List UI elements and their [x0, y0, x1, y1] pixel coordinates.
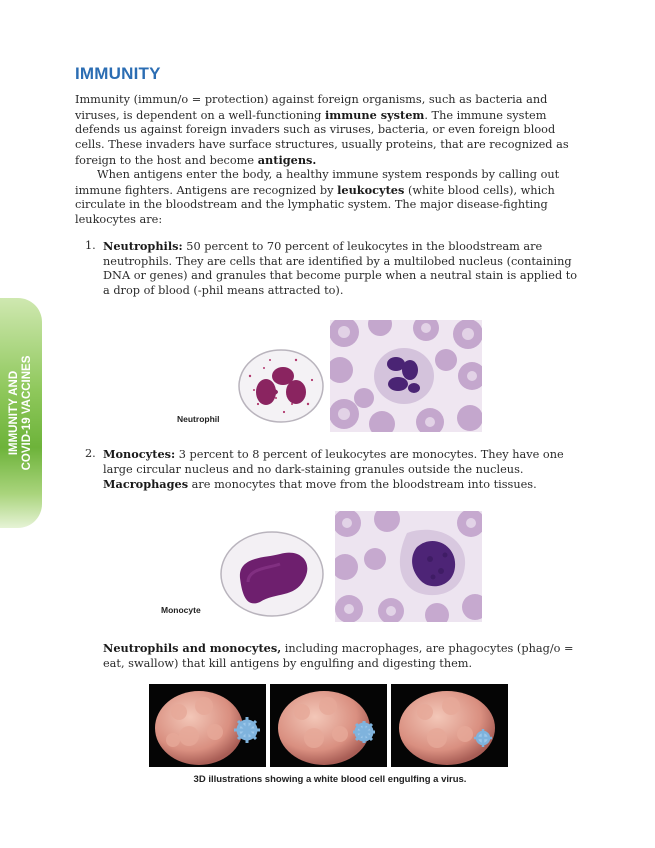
text-run: 3 percent to 8 percent of leukocytes are monocytes. They have one large circular nucleus and no dark-staining granules outside the nucleus.: [103, 448, 564, 476]
list-number: 1.: [85, 239, 96, 252]
monocyte-label: Monocyte: [161, 605, 201, 615]
bold-term: antigens.: [257, 152, 317, 167]
engulfing-panel-2: [270, 684, 387, 767]
list-number: 2.: [85, 447, 96, 460]
bold-term: Macrophages: [103, 477, 189, 492]
bold-term: leukocytes: [337, 182, 405, 197]
intro-paragraph-1: [75, 93, 587, 169]
chapter-side-tab-label: [8, 356, 34, 471]
side-tab-line-1: IMMUNITY AND: [8, 370, 20, 456]
list-item-neutrophils: [85, 239, 585, 299]
bold-term: Monocytes:: [103, 447, 176, 461]
engulfing-panel-3: [391, 684, 508, 767]
side-tab-line-2: COVID-19 VACCINES: [21, 355, 33, 471]
figure-caption: 3D illustrations showing a white blood cell engulfing a virus.: [193, 774, 467, 785]
bold-term: Neutrophils and monocytes,: [103, 641, 282, 655]
text-run: 50 percent to 70 percent of leukocytes in the bloodstream are neutrophils. They are cells that are identified by a multilobed nucleus (containing DNA or genes) and granules that become purple when a neutral stain is applied to a drop of blood (-phil means attracted to).: [103, 240, 578, 298]
engulfing-panel-1: [149, 684, 266, 767]
text-run: Immunity (immun/o = protection) against foreign organisms, such as bacteria and viruses, is dependent on a well-functioning: [75, 93, 548, 122]
list-item-text: [85, 447, 585, 493]
neutrophil-label: Neutrophil: [177, 414, 220, 424]
list-item-monocytes: [85, 447, 585, 493]
bold-term: immune system: [324, 107, 425, 122]
intro-paragraph-2: [75, 168, 587, 228]
text-run: . The immune system defends us against foreign invaders such as viruses, bacteria, or even foreign blood cells. These invaders have surface structures, usually proteins, that are recognized as foreign to the host and become: [75, 108, 569, 167]
neutrophil-illustration: [236, 346, 326, 426]
text-run: (white blood cells), which circulate in the bloodstream and the lymphatic system. The major disease-fighting leukocytes are:: [75, 183, 555, 227]
text-run: When antigens enter the body, a healthy immune system responds by calling out immune fighters. Antigens are recognized by: [75, 168, 560, 197]
phagocyte-paragraph: [103, 641, 583, 671]
neutrophil-micrograph: [330, 320, 482, 432]
list-item-text: [85, 239, 585, 299]
page-title: IMMUNITY: [75, 64, 161, 83]
bold-term: Neutrophils:: [103, 239, 183, 253]
monocyte-micrograph: [335, 511, 482, 622]
monocyte-illustration: [218, 528, 326, 620]
text-run: are monocytes that move from the bloodstream into tissues.: [188, 478, 537, 492]
text-run: including macrophages, are phagocytes (phag/o = eat, swallow) that kill antigens by engulfing and digesting them.: [103, 642, 574, 670]
